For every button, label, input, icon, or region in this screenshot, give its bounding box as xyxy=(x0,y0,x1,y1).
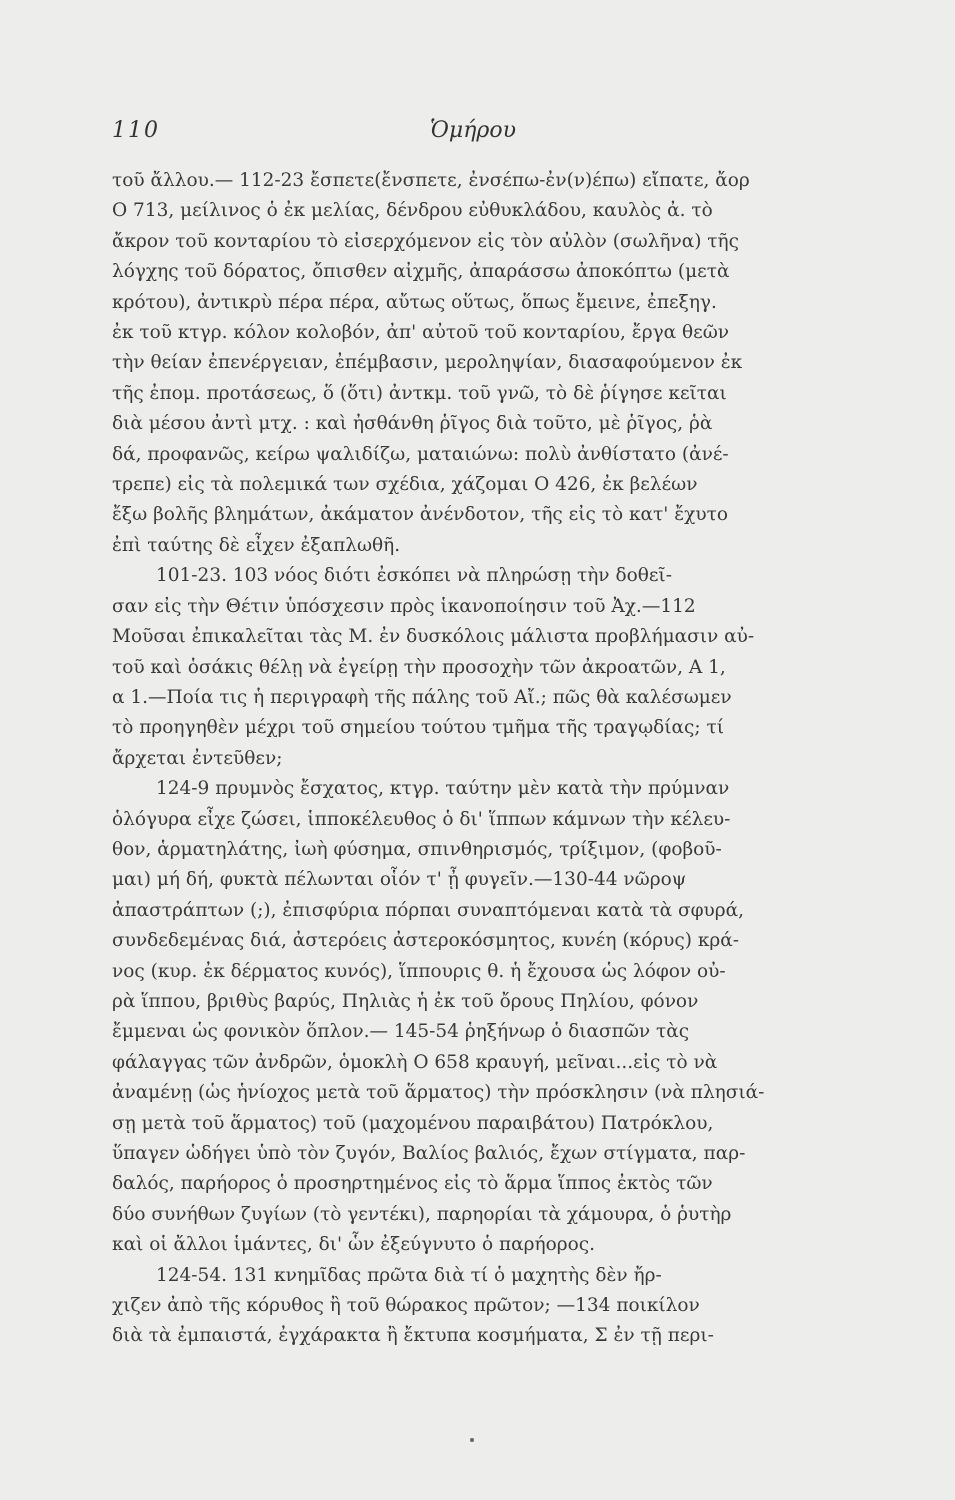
running-title: Ὁμήρου xyxy=(430,118,516,143)
text-line: καὶ οἱ ἄλλοι ἱμάντες, δι' ὧν ἐξεύγνυτο ὁ παρήορος. xyxy=(112,1234,595,1256)
text-line: κρότου), ἀντικρὺ πέρα πέρα, αὔτως οὕτως, ὅπως ἔμεινε, ἐπεξηγ. xyxy=(112,291,717,313)
commentary-text xyxy=(112,166,872,1352)
text-line: Μοῦσαι ἐπικαλεῖται τὰς Μ. ἐν δυσκόλοις μάλιστα προβλήμασιν αὐ- xyxy=(112,626,755,648)
text-line: διὰ μέσου ἀντὶ μτχ. : καὶ ἠσθάνθη ῥῖγος διὰ τοῦτο, μὲ ῥῖγος, ῥὰ xyxy=(112,413,713,435)
text-line: χιζεν ἀπὸ τῆς κόρυθος ἢ τοῦ θώρακος πρῶτον; —134 ποικίλον xyxy=(112,1295,700,1317)
text-line: ἐπὶ ταύτης δὲ εἶχεν ἐξαπλωθῆ. xyxy=(112,534,401,556)
text-line: τὴν θείαν ἐπενέργειαν, ἐπέμβασιν, μεροληψίαν, διασαφούμενον ἐκ xyxy=(112,352,743,374)
text-line: ὁλόγυρα εἶχε ζώσει, ἱπποκέλευθος ὁ δι' ἵππων κάμνων τὴν κέλευ- xyxy=(112,808,731,830)
text-line: ὕπαγεν ὡδήγει ὑπὸ τὸν ζυγόν, Βαλίος βαλιός, ἔχων στίγματα, παρ- xyxy=(112,1143,746,1164)
text-line: ἄρχεται ἐντεῦθεν; xyxy=(112,747,283,769)
text-line: α 1.—Ποία τις ἡ περιγραφὴ τῆς πάλης τοῦ Αἴ.; πῶς θὰ καλέσωμεν xyxy=(112,686,732,708)
text-line: τὸ προηγηθὲν μέχρι τοῦ σημείου τούτου τμῆμα τῆς τραγῳδίας; τί xyxy=(112,717,725,739)
text-line: ἀπαστράπτων (;), ἐπισφύρια πόρπαι συναπτόμεναι κατὰ τὰ σφυρά, xyxy=(112,899,745,921)
text-line: ἐκ τοῦ κτγρ. κόλον κολοβόν, ἀπ' αὐτοῦ τοῦ κονταρίου, ἔργα θεῶν xyxy=(112,322,730,344)
text-line: φάλαγγας τῶν ἀνδρῶν, ὁμοκλὴ Ο 658 κραυγή, μεῖναι...εἰς τὸ νὰ xyxy=(112,1051,718,1073)
text-line: νος (κυρ. ἐκ δέρματος κυνός), ἵππουρις θ. ἡ ἔχουσα ὡς λόφον οὐ- xyxy=(112,960,726,982)
page-number: 110 xyxy=(112,118,160,143)
text-line: διὰ τὰ ἐμπαιστά, ἐγχάρακτα ἢ ἔκτυπα κοσμήματα, Σ ἐν τῇ περι- xyxy=(112,1325,714,1347)
section-heading-line: 124-54. 131 κνημῖδας πρῶτα διὰ τί ὁ μαχητὴς δὲν ἤρ- xyxy=(156,1264,662,1286)
text-line: ἔξω βολῆς βλημάτων, ἀκάματον ἀνένδοτον, τῆς εἰς τὸ κατ' ἔχυτο xyxy=(112,504,729,526)
text-line: δύο συνήθων ζυγίων (τὸ γεντέκι), παρηορίαι τὰ χάμουρα, ὁ ῥυτὴρ xyxy=(112,1203,732,1225)
text-line: μαι) μή δή, φυκτὰ πέλωνται οἷόν τ' ᾖ φυγεῖν.—130-44 νῶροψ xyxy=(112,869,687,891)
text-line: 124-9 πρυμνὸς ἔσχατος, κτγρ. ταύτην μὲν κατὰ τὴν πρύμναν xyxy=(156,778,730,800)
text-line: δά, προφανῶς, κείρω ψαλιδίζω, ματαιώνω: πολὺ ἀνθίστατο (ἀνέ- xyxy=(112,443,729,465)
text-line: σαν εἰς τὴν Θέτιν ὑπόσχεσιν πρὸς ἱκανοποίησιν τοῦ Ἀχ.—112 xyxy=(112,595,696,617)
text-line: ἔμμεναι ὡς φονικὸν ὅπλον.— 145-54 ῥηξήνωρ ὁ διασπῶν τὰς xyxy=(112,1021,690,1043)
text-line: δαλός, παρήορος ὁ προσηρτημένος εἰς τὸ ἅρμα ἵππος ἐκτὸς τῶν xyxy=(112,1173,713,1195)
text-line: τοῦ καὶ ὁσάκις θέλῃ νὰ ἐγείρῃ τὴν προσοχὴν τῶν ἀκροατῶν, Α 1, xyxy=(112,656,726,678)
text-line: τῆς ἐπομ. προτάσεως, ὅ (ὅτι) ἀντκμ. τοῦ γνῶ, τὸ δὲ ῥίγησε κεῖται xyxy=(112,382,727,404)
text-line: ἄκρον τοῦ κονταρίου τὸ εἰσερχόμενον εἰς τὸν αὐλὸν (σωλῆνα) τῆς xyxy=(112,230,739,252)
section-heading-line: 101-23. 103 νόος διότι ἐσκόπει νὰ πληρώσῃ τὴν δοθεῖ- xyxy=(156,565,672,587)
text-line: Ο 713, μείλινος ὁ ἐκ μελίας, δένδρου εὐθυκλάδου, καυλὸς ἀ. τὸ xyxy=(112,200,713,222)
text-line: λόγχης τοῦ δόρατος, ὄπισθεν αἰχμῆς, ἀπαράσσω ἀποκόπτω (μετὰ xyxy=(112,261,730,283)
page-header xyxy=(112,118,872,154)
print-speck xyxy=(470,1438,474,1442)
text-line: ρὰ ἵππου, βριθὺς βαρύς, Πηλιὰς ἡ ἐκ τοῦ ὄρους Πηλίου, φόνον xyxy=(112,990,699,1012)
text-line: θον, ἁρματηλάτης, ἰωὴ φύσημα, σπινθηρισμός, τρίξιμον, (φοβοῦ- xyxy=(112,838,722,860)
text-line: σῃ μετὰ τοῦ ἅρματος) τοῦ (μαχομένου παραιβάτου) Πατρόκλου, xyxy=(112,1112,714,1134)
text-line: τρεπε) εἰς τὰ πολεμικά των σχέδια, χάζομαι Ο 426, ἐκ βελέων xyxy=(112,474,698,496)
text-line: ἀναμένῃ (ὡς ἡνίοχος μετὰ τοῦ ἅρματος) τὴν πρόσκλησιν (νὰ πλησιά- xyxy=(112,1082,765,1104)
text-line: τοῦ ἄλλου.— 112-23 ἔσπετε(ἔνσπετε, ἐνσέπω-ἐν(ν)έπω) εἴπατε, ἄορ xyxy=(112,170,750,191)
text-line: συνδεδεμένας διά, ἀστερόεις ἀστεροκόσμητος, κυνέη (κόρυς) κρά- xyxy=(112,930,740,952)
